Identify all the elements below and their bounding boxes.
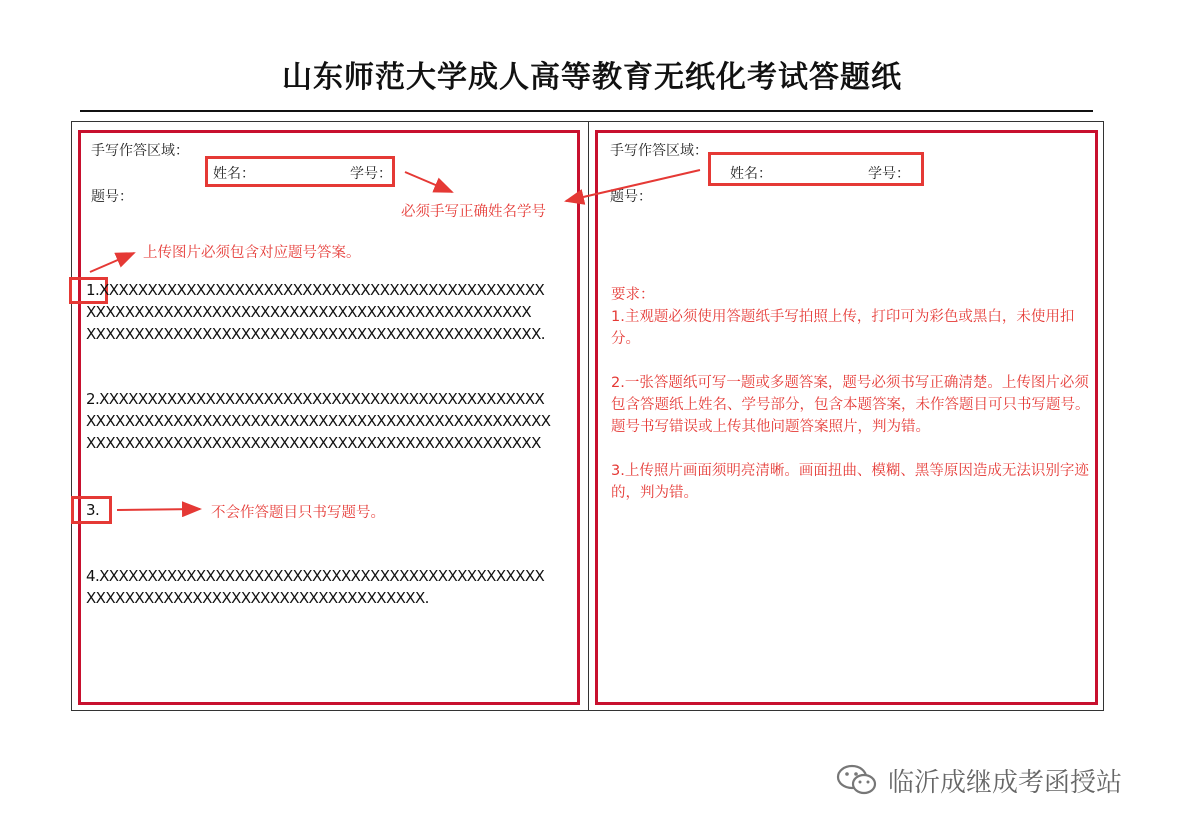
page-title: 山东师范大学成人高等教育无纸化考试答题纸 <box>282 60 902 95</box>
right-handwriting-area-label: 手写作答区域： <box>610 143 708 159</box>
arrow-to-left-name-box <box>405 172 452 192</box>
right-id-label: 学号： <box>868 166 910 182</box>
answer-2-line: 2.XXXXXXXXXXXXXXXXXXXXXXXXXXXXXXXXXXXXXXXXXXXXXX <box>86 390 545 408</box>
left-handwriting-area-label: 手写作答区域： <box>91 143 189 159</box>
wechat-icon <box>836 763 878 797</box>
arrow-to-right-name-box <box>566 170 700 201</box>
answer-1-line: XXXXXXXXXXXXXXXXXXXXXXXXXXXXXXXXXXXXXXXXXXXXXXX. <box>86 325 545 343</box>
watermark <box>836 760 1122 800</box>
answer-2-line: XXXXXXXXXXXXXXXXXXXXXXXXXXXXXXXXXXXXXXXXXXXXXXXX <box>86 412 551 430</box>
requirement-item: 2.一张答题纸可写一题或多题答案，题号必须书写正确清楚。上传图片必须包含答题纸上姓名、学号部分，包含本题答案，未作答题目可只书写题号。题号书写错误或上传其他问题答案照片，判为错。 <box>611 375 1090 435</box>
name-id-note: 必须手写正确姓名学号 <box>401 204 546 220</box>
answer-2-line: XXXXXXXXXXXXXXXXXXXXXXXXXXXXXXXXXXXXXXXXXXXXXXX <box>86 434 541 452</box>
requirement-item: 1.主观题必须使用答题纸手写拍照上传，打印可为彩色或黑白，未使用扣分。 <box>611 309 1075 347</box>
answer-3-line: 3. <box>86 501 100 519</box>
answer-4-line: 4.XXXXXXXXXXXXXXXXXXXXXXXXXXXXXXXXXXXXXXXXXXXXXX <box>86 567 545 585</box>
requirements-title: 要求： <box>611 287 655 303</box>
right-question-no-label: 题号： <box>610 189 652 205</box>
answer-1-line: 1.XXXXXXXXXXXXXXXXXXXXXXXXXXXXXXXXXXXXXXXXXXXXXX <box>86 281 545 299</box>
skip-note: 不会作答题目只书写题号。 <box>211 505 385 521</box>
left-question-no-label: 题号： <box>91 189 133 205</box>
right-name-label: 姓名： <box>730 166 772 182</box>
requirement-item: 3.上传照片画面须明亮清晰。画面扭曲、模糊、黑等原因造成无法识别字迹的，判为错。 <box>611 463 1089 501</box>
watermark-text: 临沂成继成考函授站 <box>888 767 1123 798</box>
answer-4-line: XXXXXXXXXXXXXXXXXXXXXXXXXXXXXXXXXXX. <box>86 589 429 607</box>
answer-1-line: XXXXXXXXXXXXXXXXXXXXXXXXXXXXXXXXXXXXXXXXXXXXXX <box>86 303 532 321</box>
arrow-to-question-1 <box>90 253 134 272</box>
image-note: 上传图片必须包含对应题号答案。 <box>143 245 361 261</box>
left-id-label: 学号： <box>350 166 392 182</box>
left-name-label: 姓名： <box>213 166 255 182</box>
arrow-to-skip-note <box>117 509 200 510</box>
